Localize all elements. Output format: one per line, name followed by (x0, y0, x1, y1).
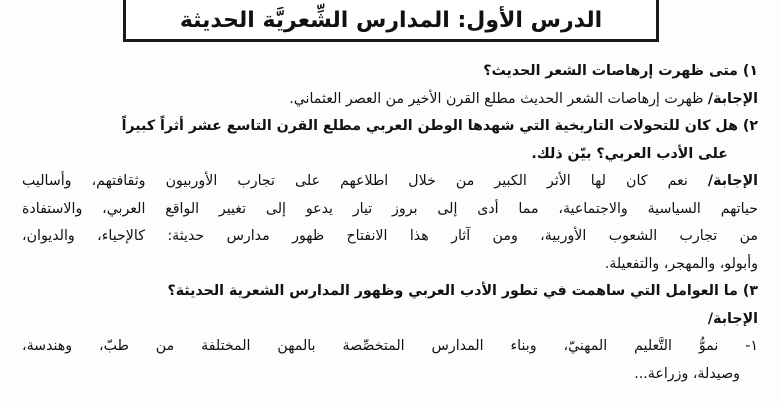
question-2-line-1: ٢) هل كان للتحولات التاريخية التي شهدها الوطن العربي مطلع القرن التاسع عشر أثراً كبيراً (121, 118, 758, 134)
question-3: ٣) ما العوامل التي ساهمت في تطور الأدب العربي وظهور المدارس الشعرية الحديثة؟ (167, 283, 758, 299)
answer-3-heading: الإجابة/ (707, 310, 758, 327)
answer-label: الإجابة/ (707, 90, 758, 107)
answer-1 (22, 86, 758, 114)
answer-3-item-1-line-1: ١- نموُّ التَّعليم المهنيّ، وبناء المدارس المتخصِّصة بالمهن المختلفة من طبّ، وهندسة، (22, 338, 758, 354)
answer-2-line-1-text: نعم كان لها الأثر الكبير من خلال اطلاعهم على تجارب الأوربيون وثقافتهم، وأساليب (22, 173, 688, 189)
answer-1-text: ظهرت إرهاصات الشعر الحديث مطلع القرن الأخير من العصر العثماني. (289, 90, 704, 107)
answer-2-line-1 (22, 168, 758, 196)
answer-3-block (22, 333, 758, 388)
answer-2-line-4: وأبولو، والمهجر، والتفعيلة. (604, 255, 758, 272)
question-1: ١) متى ظهرت إرهاصات الشعر الحديث؟ (483, 63, 758, 79)
lesson-title: الدرس الأول: المدارس الشِّعريَّة الحديثة (179, 8, 603, 33)
question-2-line-2: على الأدب العربي؟ بيّن ذلك. (531, 145, 728, 162)
answer-2-line-2: حياتهم السياسية والاجتماعية، مما أدى إلى بروز تيار يدعو إلى تغيير الواقع العربي، والاستفادة (22, 200, 758, 217)
answer-2-line-3: من تجارب الشعوب الأوربية، ومن آثار هذا الانفتاح ظهور مدارس حديثة: كالإحياء، والديوان، (22, 228, 758, 244)
lesson-title-box (123, 0, 659, 42)
answer-2-block (22, 168, 758, 278)
document-content (22, 58, 758, 388)
answer-3-item-1-line-2: وصيدلة، وزراعة... (634, 365, 740, 382)
answer-label: الإجابة/ (707, 173, 758, 189)
